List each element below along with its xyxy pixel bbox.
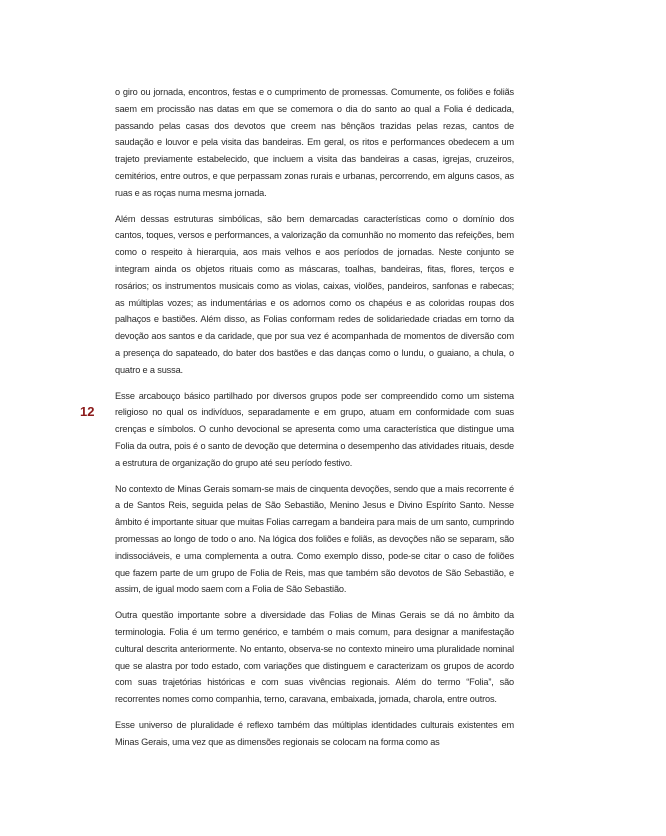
paragraph-3: Esse arcabouço básico partilhado por diversos grupos pode ser compreendido como um sistema religioso no qual os indivíduos, separadamente e em grupo, atuam em conformidade com suas crenças e símbolos. O cunho devocional se apresenta como uma característica que distingue uma Folia da outra, pois é o santo de devoção que determina o desempenho das atividades rituais, desde a estrutura de organização do grupo até seu período festivo. [115,390,514,468]
body-text [115,84,514,759]
paragraph-2: Além dessas estruturas simbólicas, são bem demarcadas características como o domínio dos cantos, toques, versos e performances, a valorização da comunhão no momento das refeições, bem como o respeito à hierarquia, aos mais velhos e aos períodos de jornadas. Neste conjunto se integram ainda os objetos rituais como as máscaras, toalhas, bandeiras, fitas, flores, terços e rosários; os instrumentos musicais como as violas, caixas, violões, pandeiros, sanfonas e rabecas; as múltiplas vozes; as indumentárias e os adornos como os chapéus e as coloridas roupas dos palhaços e bastiões. Além disso, as Folias conformam redes de solidariedade criadas em torno da devoção aos santos e da caridade, que por sua vez é acompanhada de momentos de diversão com a presença do sapateado, do bater dos bastões e das danças como o lundu, o guaiano, a chula, o quatro e a sussa. [115,213,514,375]
paragraph-6: Esse universo de pluralidade é reflexo também das múltiplas identidades culturais existentes em Minas Gerais, uma vez que as dimensões regionais se colocam na forma como as [115,719,514,747]
paragraph-1: o giro ou jornada, encontros, festas e o cumprimento de promessas. Comumente, os foliões e foliãs saem em procissão nas datas em que se comemora o dia do santo ao qual a Folia é dedicada, passando pelas casas dos devotos que creem nas bênçãos trazidas pelas rezas, cantos de saudação e louvor e pela visita das bandeiras. Em geral, os ritos e performances obedecem a um trajeto previamente estabelecido, que incluem a visita das bandeiras a casas, igrejas, cruzeiros, cemitérios, entre outros, e que perpassam zonas rurais e urbanas, percorrendo, em alguns casos, as ruas e as roças numa mesma jornada. [115,87,514,198]
page-number: 12 [80,404,95,419]
paragraph-5: Outra questão importante sobre a diversidade das Folias de Minas Gerais se dá no âmbito da terminologia. Folia é um termo genérico, e também o mais comum, para designar a manifestação cultural descrita anteriormente. No entanto, observa-se no contexto mineiro uma pluralidade nominal que se alastra por todo estado, com variações que distinguem e caracterizam os grupos de acordo com suas trajetórias históricas e com suas vivências regionais. Além do termo “Folia”, são recorrentes nomes como companhia, terno, caravana, embaixada, jornada, charola, entre outros. [115,610,514,705]
paragraph-4: No contexto de Minas Gerais somam-se mais de cinquenta devoções, sendo que a mais recorrente é a de Santos Reis, seguida pelas de São Sebastião, Menino Jesus e Divino Espírito Santo. Nesse âmbito é importante situar que muitas Folias carregam a bandeira para mais de um santo, cumprindo promessas ao longo de todo o ano. Na lógica dos foliões e foliãs, as devoções não se separam, são indissociáveis, e uma complementa a outra. Como exemplo disso, pode-se citar o caso de foliões que fazem parte de um grupo de Folia de Reis, mas que também são devotos de São Sebastião, e assim, de igual modo saem com a Folia de São Sebastião. [115,483,514,595]
